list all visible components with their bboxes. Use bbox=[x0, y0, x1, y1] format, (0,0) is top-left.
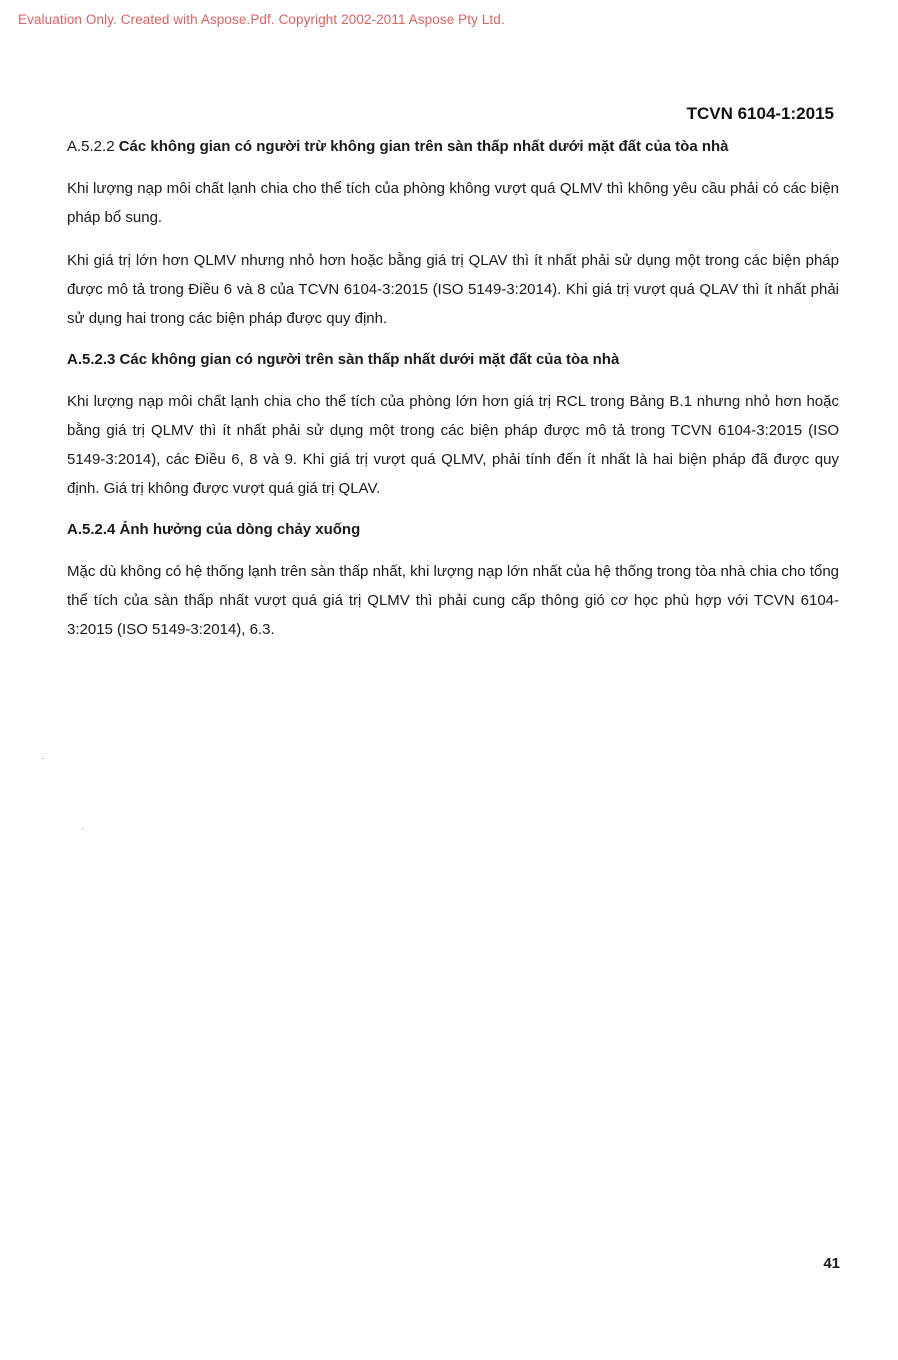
section-heading-a522 bbox=[67, 134, 839, 160]
section-heading-a523 bbox=[67, 347, 839, 373]
paragraph: Khi lượng nạp môi chất lạnh chia cho thể tích của phòng không vượt quá QLMV thì không yêu cầu phải có các biện pháp bổ sung. bbox=[67, 180, 839, 226]
section-title: Các không gian có người trên sàn thấp nhất dưới mặt đất của tòa nhà bbox=[119, 351, 620, 368]
scan-speck bbox=[42, 758, 44, 759]
scan-speck bbox=[82, 828, 84, 829]
section-heading-a524 bbox=[67, 517, 839, 543]
paragraph: Khi lượng nạp môi chất lạnh chia cho thể tích của phòng lớn hơn giá trị RCL trong Bảng B.1 nhưng nhỏ hơn hoặc bằng giá trị QLMV thì ít nhất phải sử dụng một trong các biện pháp được mô tả trong TCVN 6104-3:2015 (ISO 5149-3:2014), các Điều 6, 8 và 9. Khi giá trị vượt quá QLMV, phải tính đến ít nhất là hai biện pháp đã được quy định. Giá trị không được vượt quá giá trị QLAV. bbox=[67, 393, 839, 497]
watermark-text: Evaluation Only. Created with Aspose.Pdf. Copyright 2002-2011 Aspose Pty Ltd. bbox=[18, 12, 505, 27]
section-title: Ảnh hưởng của dòng chảy xuống bbox=[119, 521, 361, 538]
page-number: 41 bbox=[823, 1255, 840, 1272]
section-title: Các không gian có người trừ không gian trên sàn thấp nhất dưới mặt đất của tòa nhà bbox=[118, 138, 729, 155]
document-body bbox=[67, 134, 839, 658]
section-number: A.5.2.4 bbox=[67, 521, 116, 538]
paragraph: Khi giá trị lớn hơn QLMV nhưng nhỏ hơn hoặc bằng giá trị QLAV thì ít nhất phải sử dụng một trong các biện pháp được mô tả trong Điều 6 và 8 của TCVN 6104-3:2015 (ISO 5149-3:2014). Khi giá trị vượt quá QLAV thì ít nhất phải sử dụng hai trong các biện pháp được quy định. bbox=[67, 252, 839, 327]
section-number: A.5.2.3 bbox=[67, 351, 116, 368]
section-number: A.5.2.2 bbox=[67, 138, 115, 155]
paragraph: Mặc dù không có hệ thống lạnh trên sàn thấp nhất, khi lượng nạp lớn nhất của hệ thống trong tòa nhà chia cho tổng thể tích của sàn thấp nhất vượt quá giá trị QLMV thì phải cung cấp thông gió cơ học phù hợp với TCVN 6104-3:2015 (ISO 5149-3:2014), 6.3. bbox=[67, 563, 839, 638]
document-code: TCVN 6104-1:2015 bbox=[686, 104, 834, 123]
